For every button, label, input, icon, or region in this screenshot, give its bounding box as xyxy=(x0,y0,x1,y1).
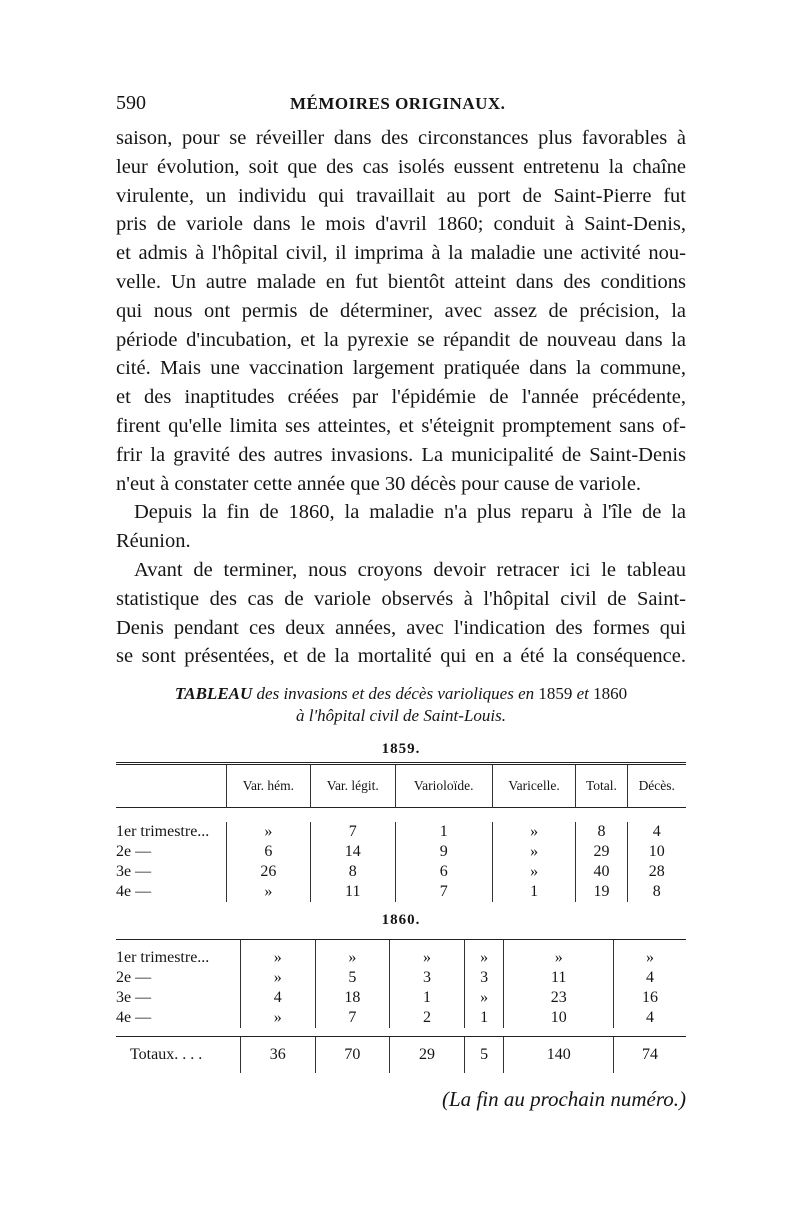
text-line: saison, pour se réveiller dans des circonstances plus favorables à xyxy=(116,127,686,149)
col-header: Total. xyxy=(576,765,627,808)
text-line: statistique des cas de variole observés à l'hôpital civil de Saint- xyxy=(116,587,686,610)
table-row xyxy=(116,948,686,968)
cell: 7 xyxy=(310,822,395,842)
col-header: Décès. xyxy=(627,765,686,808)
col-header: Var. hém. xyxy=(227,765,311,808)
page-header xyxy=(116,92,686,124)
text-line: firent qu'elle limita ses atteintes, et s'éteignit promptement sans of- xyxy=(116,414,686,437)
table-row xyxy=(116,842,686,862)
table-row xyxy=(116,822,686,842)
cell: 8 xyxy=(627,882,686,902)
cell: » xyxy=(492,822,576,842)
row-label: 4e — xyxy=(116,883,152,901)
cell: 23 xyxy=(504,988,614,1008)
caption-text: des invasions et des décès varioliques en xyxy=(252,684,539,704)
body-text xyxy=(116,124,686,671)
text-line: qui nous ont permis de déterminer, avec assez de précision, la xyxy=(116,299,686,322)
text-line: et admis à l'hôpital civil, il imprima à la maladie une activité nou- xyxy=(116,242,686,265)
text-line: Réunion. xyxy=(116,530,191,553)
section-year-1860: 1860. xyxy=(381,912,421,929)
cell: » xyxy=(464,948,504,968)
table-row xyxy=(116,862,686,882)
text-line: n'eut à constater cette année que 30 décès pour cause de variole. xyxy=(116,472,642,495)
row-label: 1er trimestre... xyxy=(116,823,210,841)
cell: 10 xyxy=(504,1008,614,1028)
page-number: 590 xyxy=(116,92,146,114)
total-cell: 74 xyxy=(614,1037,686,1074)
total-cell: 29 xyxy=(390,1037,465,1074)
cell: 18 xyxy=(315,988,390,1008)
cell: 7 xyxy=(315,1008,390,1028)
running-title: MÉMOIRES ORIGINAUX. xyxy=(290,94,506,113)
continuation-note: (La fin au prochain numéro.) xyxy=(441,1087,686,1112)
cell: 19 xyxy=(576,882,627,902)
total-cell: 5 xyxy=(464,1037,504,1074)
smallpox-table-1860 xyxy=(116,940,686,1073)
cell: » xyxy=(464,988,504,1008)
caption-year-1: 1859 xyxy=(538,684,573,704)
section-year-1859: 1859. xyxy=(381,741,421,758)
col-header: Var. légit. xyxy=(310,765,395,808)
cell: 4 xyxy=(241,988,316,1008)
cell: » xyxy=(390,948,465,968)
cell: 29 xyxy=(576,842,627,862)
text-line: leur évolution, soit que des cas isolés eussent entretenu la chaîne xyxy=(116,155,686,178)
totals-label: Totaux. . . . xyxy=(130,1046,203,1064)
table-header-row xyxy=(116,765,686,808)
row-label: 2e — xyxy=(116,843,152,861)
text-line: pris de variole dans le mois d'avril 1860; conduit à Saint-Denis, xyxy=(116,213,686,236)
table-row xyxy=(116,988,686,1008)
cell: 16 xyxy=(614,988,686,1008)
text-line: virulente, un individu qui travaillait au port de Saint-Pierre fut xyxy=(116,184,686,207)
cell: 4 xyxy=(614,968,686,988)
cell: 6 xyxy=(227,842,311,862)
col-header: Varicelle. xyxy=(492,765,576,808)
text-line: se sont présentées, et de la mortalité qui en a été la conséquence. xyxy=(116,645,686,668)
text-line: période d'incubation, et la pyrexie se répandit de nouveau dans la xyxy=(116,328,686,351)
cell: 5 xyxy=(315,968,390,988)
cell: 1 xyxy=(390,988,465,1008)
row-label: 2e — xyxy=(116,969,152,987)
table-caption xyxy=(116,683,686,727)
smallpox-table-1859 xyxy=(116,765,686,902)
page xyxy=(116,92,686,1127)
text-line: frir la gravité des autres invasions. La municipalité de Saint-Denis xyxy=(116,443,686,466)
caption-line-1 xyxy=(116,683,686,705)
cell: » xyxy=(492,842,576,862)
row-label: 3e — xyxy=(116,863,152,881)
caption-et: et xyxy=(572,684,594,704)
table-row xyxy=(116,882,686,902)
cell: 1 xyxy=(464,1008,504,1028)
total-cell: 70 xyxy=(315,1037,390,1074)
cell: 11 xyxy=(504,968,614,988)
cell: 7 xyxy=(395,882,492,902)
cell: 40 xyxy=(576,862,627,882)
cell: » xyxy=(241,948,316,968)
cell: 28 xyxy=(627,862,686,882)
caption-line-2: à l'hôpital civil de Saint-Louis. xyxy=(296,706,506,726)
footer xyxy=(116,1087,686,1127)
text-line: et des inaptitudes créées par l'épidémie de l'année précédente, xyxy=(116,386,686,409)
text-line: Avant de terminer, nous croyons devoir retracer ici le tableau xyxy=(134,558,686,581)
cell: » xyxy=(504,948,614,968)
cell: » xyxy=(492,862,576,882)
cell: 1 xyxy=(395,822,492,842)
cell: 1 xyxy=(492,882,576,902)
text-line: velle. Un autre malade en fut bientôt atteint dans des conditions xyxy=(116,270,686,293)
header-blank xyxy=(116,765,227,808)
total-cell: 36 xyxy=(241,1037,316,1074)
cell: » xyxy=(614,948,686,968)
row-label: 3e — xyxy=(116,989,152,1007)
table-row xyxy=(116,1008,686,1028)
cell: 8 xyxy=(576,822,627,842)
cell: 10 xyxy=(627,842,686,862)
text-line: Depuis la fin de 1860, la maladie n'a plus reparu à l'île de la xyxy=(134,501,686,524)
text-line: Denis pendant ces deux années, avec l'indication des formes qui xyxy=(116,616,686,639)
cell: » xyxy=(227,882,311,902)
cell: 9 xyxy=(395,842,492,862)
cell: » xyxy=(241,1008,316,1028)
totals-row xyxy=(116,1037,686,1074)
row-label: 1er trimestre... xyxy=(116,949,210,967)
caption-tableau: TABLEAU xyxy=(174,684,253,704)
cell: 14 xyxy=(310,842,395,862)
cell: 2 xyxy=(390,1008,465,1028)
cell: 4 xyxy=(614,1008,686,1028)
cell: 3 xyxy=(390,968,465,988)
caption-year-2: 1860 xyxy=(593,684,628,704)
cell: 8 xyxy=(310,862,395,882)
cell: 4 xyxy=(627,822,686,842)
cell: 26 xyxy=(227,862,311,882)
cell: 6 xyxy=(395,862,492,882)
cell: » xyxy=(315,948,390,968)
col-header: Varioloïde. xyxy=(395,765,492,808)
cell: 11 xyxy=(310,882,395,902)
total-cell: 140 xyxy=(504,1037,614,1074)
cell: » xyxy=(241,968,316,988)
text-line: cité. Mais une vaccination largement pratiquée dans la commune, xyxy=(116,357,686,380)
cell: » xyxy=(227,822,311,842)
cell: 3 xyxy=(464,968,504,988)
row-label: 4e — xyxy=(116,1009,152,1027)
table-row xyxy=(116,968,686,988)
